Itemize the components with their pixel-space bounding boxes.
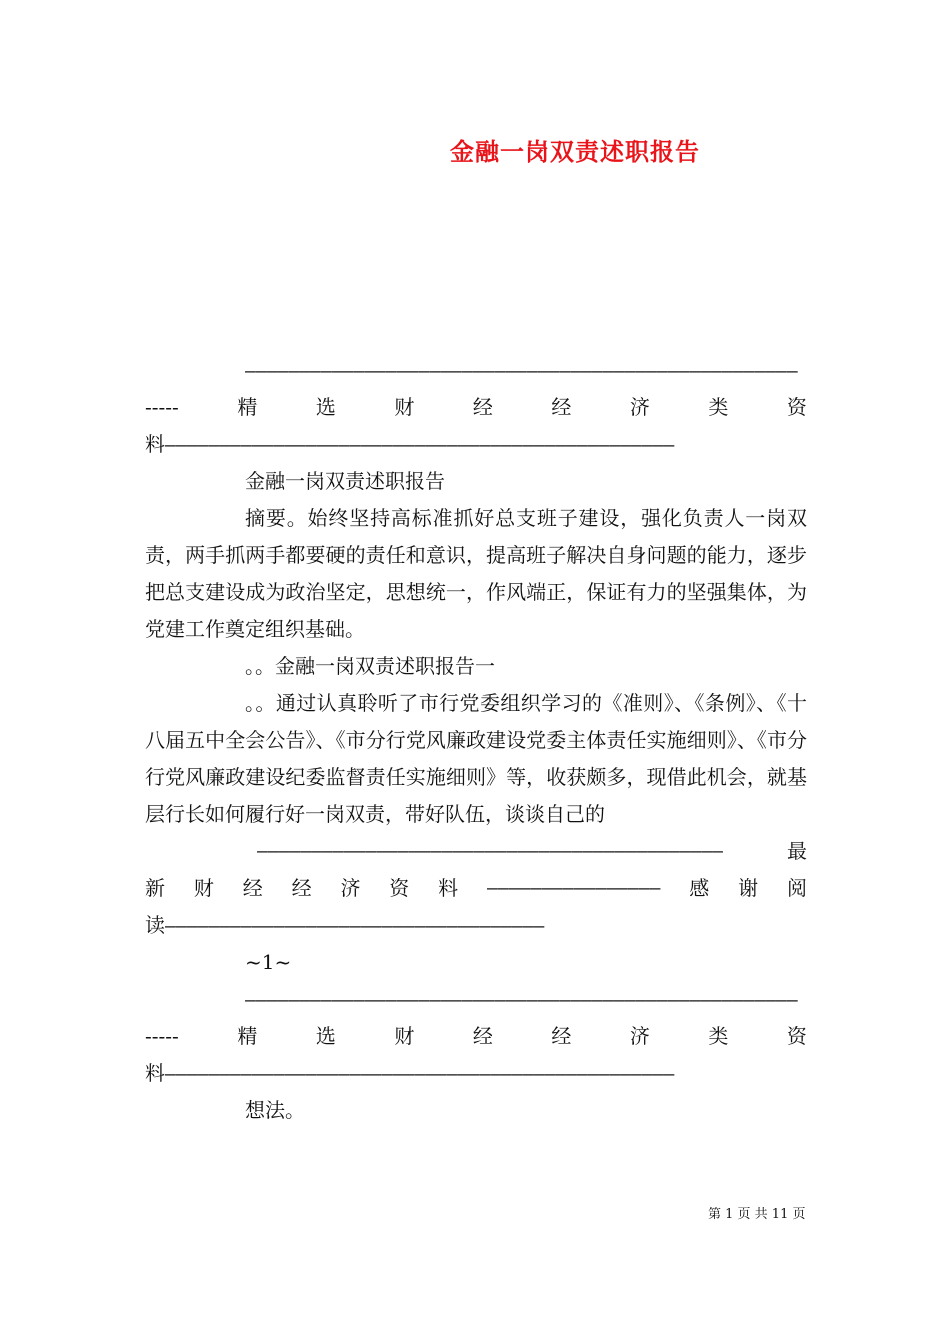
banner-char: 资 [786,1024,807,1048]
banner-char: 经 [551,395,572,419]
abstract-text: 摘要。始终坚持高标准抓好总支班子建设，强化负责人一岗双责，两手抓两手都要硬的责任和意识，提高班子解决自身问题的能力，逐步把总支建设成为政治坚定，思想统一，作风端正，保证有力的坚强集体，为党建工作奠定组织基础。 [145,506,807,641]
banner-char-row [145,870,807,907]
banner-end-line [145,1055,807,1092]
banner-char: 经 [551,1024,572,1048]
banner-char: 料 [438,876,459,900]
dash-rule: ———————————————— [487,878,661,899]
banner-char: 精 [237,1024,258,1048]
paragraph-abstract [145,500,807,648]
document-body [145,352,807,1129]
banner-char: 资 [786,395,807,419]
document-title: 金融一岗双责述职报告 [450,137,700,166]
banner-char: 财 [394,395,415,419]
banner-char: 类 [708,395,729,419]
banner-char: 谢 [738,876,759,900]
banner-char: 经 [242,876,263,900]
dash-rule: ——————————————————————————————————————————————— [165,1064,675,1085]
banner-char: 选 [315,395,336,419]
page-footer: 第 1 页 共 11 页 [708,1207,806,1222]
banner-char: 阅 [786,876,807,900]
banner-char: 精 [237,395,258,419]
banner-end-line [145,907,807,944]
banner-char: 经 [291,876,312,900]
dash-rule: ——————————————————————————————————————————— [257,841,723,862]
banner-end-line [145,426,807,463]
banner-char: 资 [389,876,410,900]
banner-prefix: ----- [145,395,179,419]
dash-rule: ——————————————————————————————————————————————————— [245,990,798,1011]
banner-dash-line [145,352,807,389]
banner-end-char: 读 [145,913,165,937]
banner-end-char: 料 [145,432,165,456]
paragraph-closing: 想法。 [245,1098,305,1122]
banner-char: 经 [472,1024,493,1048]
dash-rule: ——————————————————————————————————————————————— [165,435,675,456]
banner-char: 济 [629,1024,650,1048]
banner-end-char: 最 [787,839,807,863]
dash-rule: ——————————————————————————————————————————————————— [245,361,798,382]
banner-char: 新 [145,876,165,900]
banner-char: 财 [394,1024,415,1048]
banner-dash-line [145,981,807,1018]
paragraph-content [145,685,807,833]
banner-char: 济 [629,395,650,419]
banner-dash-line [145,833,807,870]
banner-end-char: 料 [145,1061,165,1085]
banner-char: 财 [193,876,214,900]
banner-prefix: ----- [145,1024,179,1048]
section-heading: 。。金融一岗双责述职报告一 [245,654,495,678]
banner-char-row [145,389,807,426]
banner-char: 经 [472,395,493,419]
banner-char: 选 [315,1024,336,1048]
banner-char: 感 [689,876,710,900]
banner-char-row [145,1018,807,1055]
paragraph-heading: 金融一岗双责述职报告 [245,469,445,493]
banner-char: 济 [340,876,361,900]
banner-char: 类 [708,1024,729,1048]
page-marker: ~1~ [245,950,292,974]
dash-rule: ——————————————————————————————————— [165,916,545,937]
content-text: 。。通过认真聆听了市行党委组织学习的《准则》、《条例》、《十八届五中全会公告》、《市分行党风廉政建设党委主体责任实施细则》、《市分行党风廉政建设纪委监督责任实施细则》等，收获颇多，现借此机会，就基层行长如何履行好一岗双责，带好队伍，谈谈自己的 [145,691,807,826]
